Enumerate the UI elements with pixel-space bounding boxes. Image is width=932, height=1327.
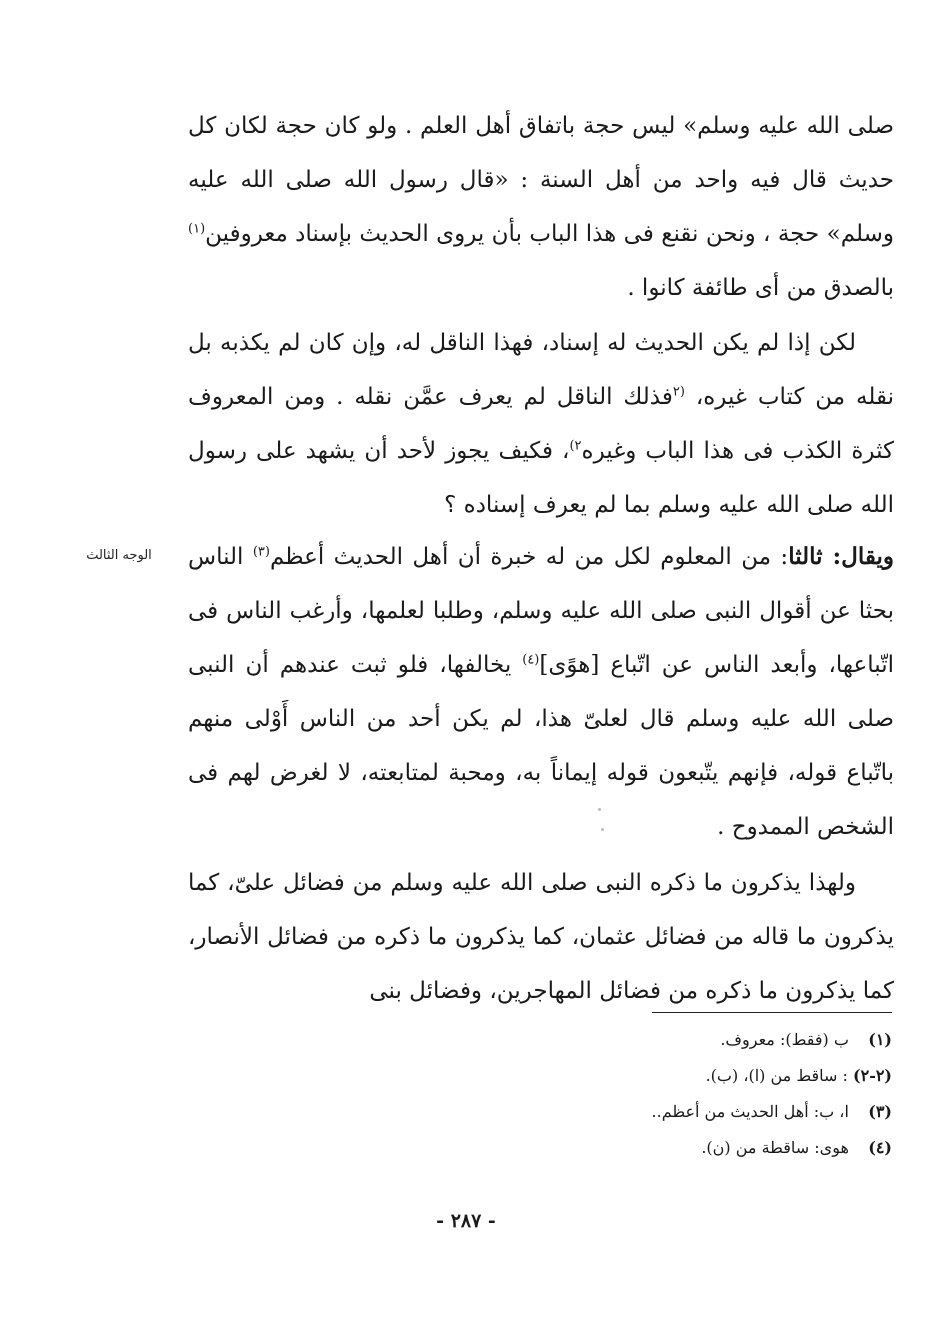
paragraph-3-body: : من المعلوم لكل من له خبرة أن أهل الحديث أعظم [269,544,789,570]
paragraph-1-body: صلى الله عليه وسلم» ليس حجة باتفاق أهل العلم . ولو كان حجة لكان كل حديث قال فيه واحد من أهل السنة : «قال رسول الله صلى الله عليه وسلم» حجة ، ونحن نقنع فى هذا الباب بأن يروى الحديث بإسناد معروفين [188,113,894,247]
paragraph-4-body: ولهذا يذكرون ما ذكره النبى صلى الله عليه وسلم من فضائل علىّ، كما يذكرون ما قاله من فضائل عثمان، كما يذكرون ما ذكره من فضائل الأنصار، كما يذكرون ما ذكره من فضائل المهاجرين، وفضائل بنى [188,870,894,1004]
paragraph-1-text [188,99,894,315]
paragraph-3-lead: ويقال: ثالثا [788,543,895,570]
paragraph-4-text [188,856,894,1018]
footnote-item [188,1022,892,1058]
page-number: - ٢٨٧ - [436,1210,496,1232]
paragraph-2 [188,316,894,532]
footnote-text: ا، ب: أهل الحديث من أعظم.. [651,1102,849,1121]
footnote-text: ب (فقط): معروف. [720,1030,849,1049]
paragraph-2-text [188,316,894,532]
footnote-item [188,1130,892,1166]
paragraph-3-tail: يخالفها، فلو ثبت عندهم أن النبى صلى الله عليه وسلم قال لعلىّ هذا، لم يكن أحد من الناس أَوْلى منهم باتّباع قوله، فإنهم يتّبعون قوله إيماناً به، ومحبة لمتابعته، لا لغرض لهم فى الشخص الممدوح . [188,652,894,840]
footnote-ref-1: (١) [188,221,206,237]
paragraph-1-tail: بالصدق من أى طائفة كانوا . [627,275,894,301]
paragraph-2-body: لكن إذا لم يكن الحديث له إسناد، فهذا الناقل له، وإن كان لم يكذبه بل نقله من كتاب غيره، [188,330,894,410]
footnote-ref-2-close: ٢) [569,438,582,454]
paragraph-1 [188,99,894,315]
paragraph-2-tail: ، فكيف يجوز لأحد أن يشهد على رسول الله صلى الله عليه وسلم بما لم يعرف إسناده ؟ [188,438,894,518]
footnote-number: (١) [868,1030,892,1049]
footnote-separator [652,1012,892,1013]
footnote-item [188,1094,892,1130]
footnote-text: هوى: ساقطة من (ن). [701,1138,849,1157]
footnote-number: (٤) [868,1138,892,1157]
footnotes [188,1022,892,1166]
footnote-number: (٢-٢) [853,1066,892,1085]
footnote-ref-3: (٣) [252,544,270,560]
footnote-item [188,1058,892,1094]
scan-speck [601,828,604,831]
paragraph-4 [188,856,894,1018]
footnote-text: : ساقط من (ا)، (ب). [705,1066,848,1085]
footnote-ref-4: (٤) [522,652,540,668]
footnote-number: (٣) [868,1102,892,1121]
footnote-ref-2-open: (٢ [672,384,685,400]
paragraph-3-text [188,530,894,854]
scan-speck [598,808,601,811]
margin-note: الوجه الثالث [86,548,152,563]
paragraph-3-middle: الناس بحثا عن أقوال النبى صلى الله عليه وسلم، وطلبا لعلمها، وأرغب الناس فى اتّباعها، وأبعد الناس عن اتّباع [هوًى] [188,544,894,678]
paragraph-3 [188,530,894,854]
paragraph-2-middle: فذلك الناقل لم يعرف عمَّن نقله . ومن المعروف كثرة الكذب فى هذا الباب وغيره [188,384,894,464]
